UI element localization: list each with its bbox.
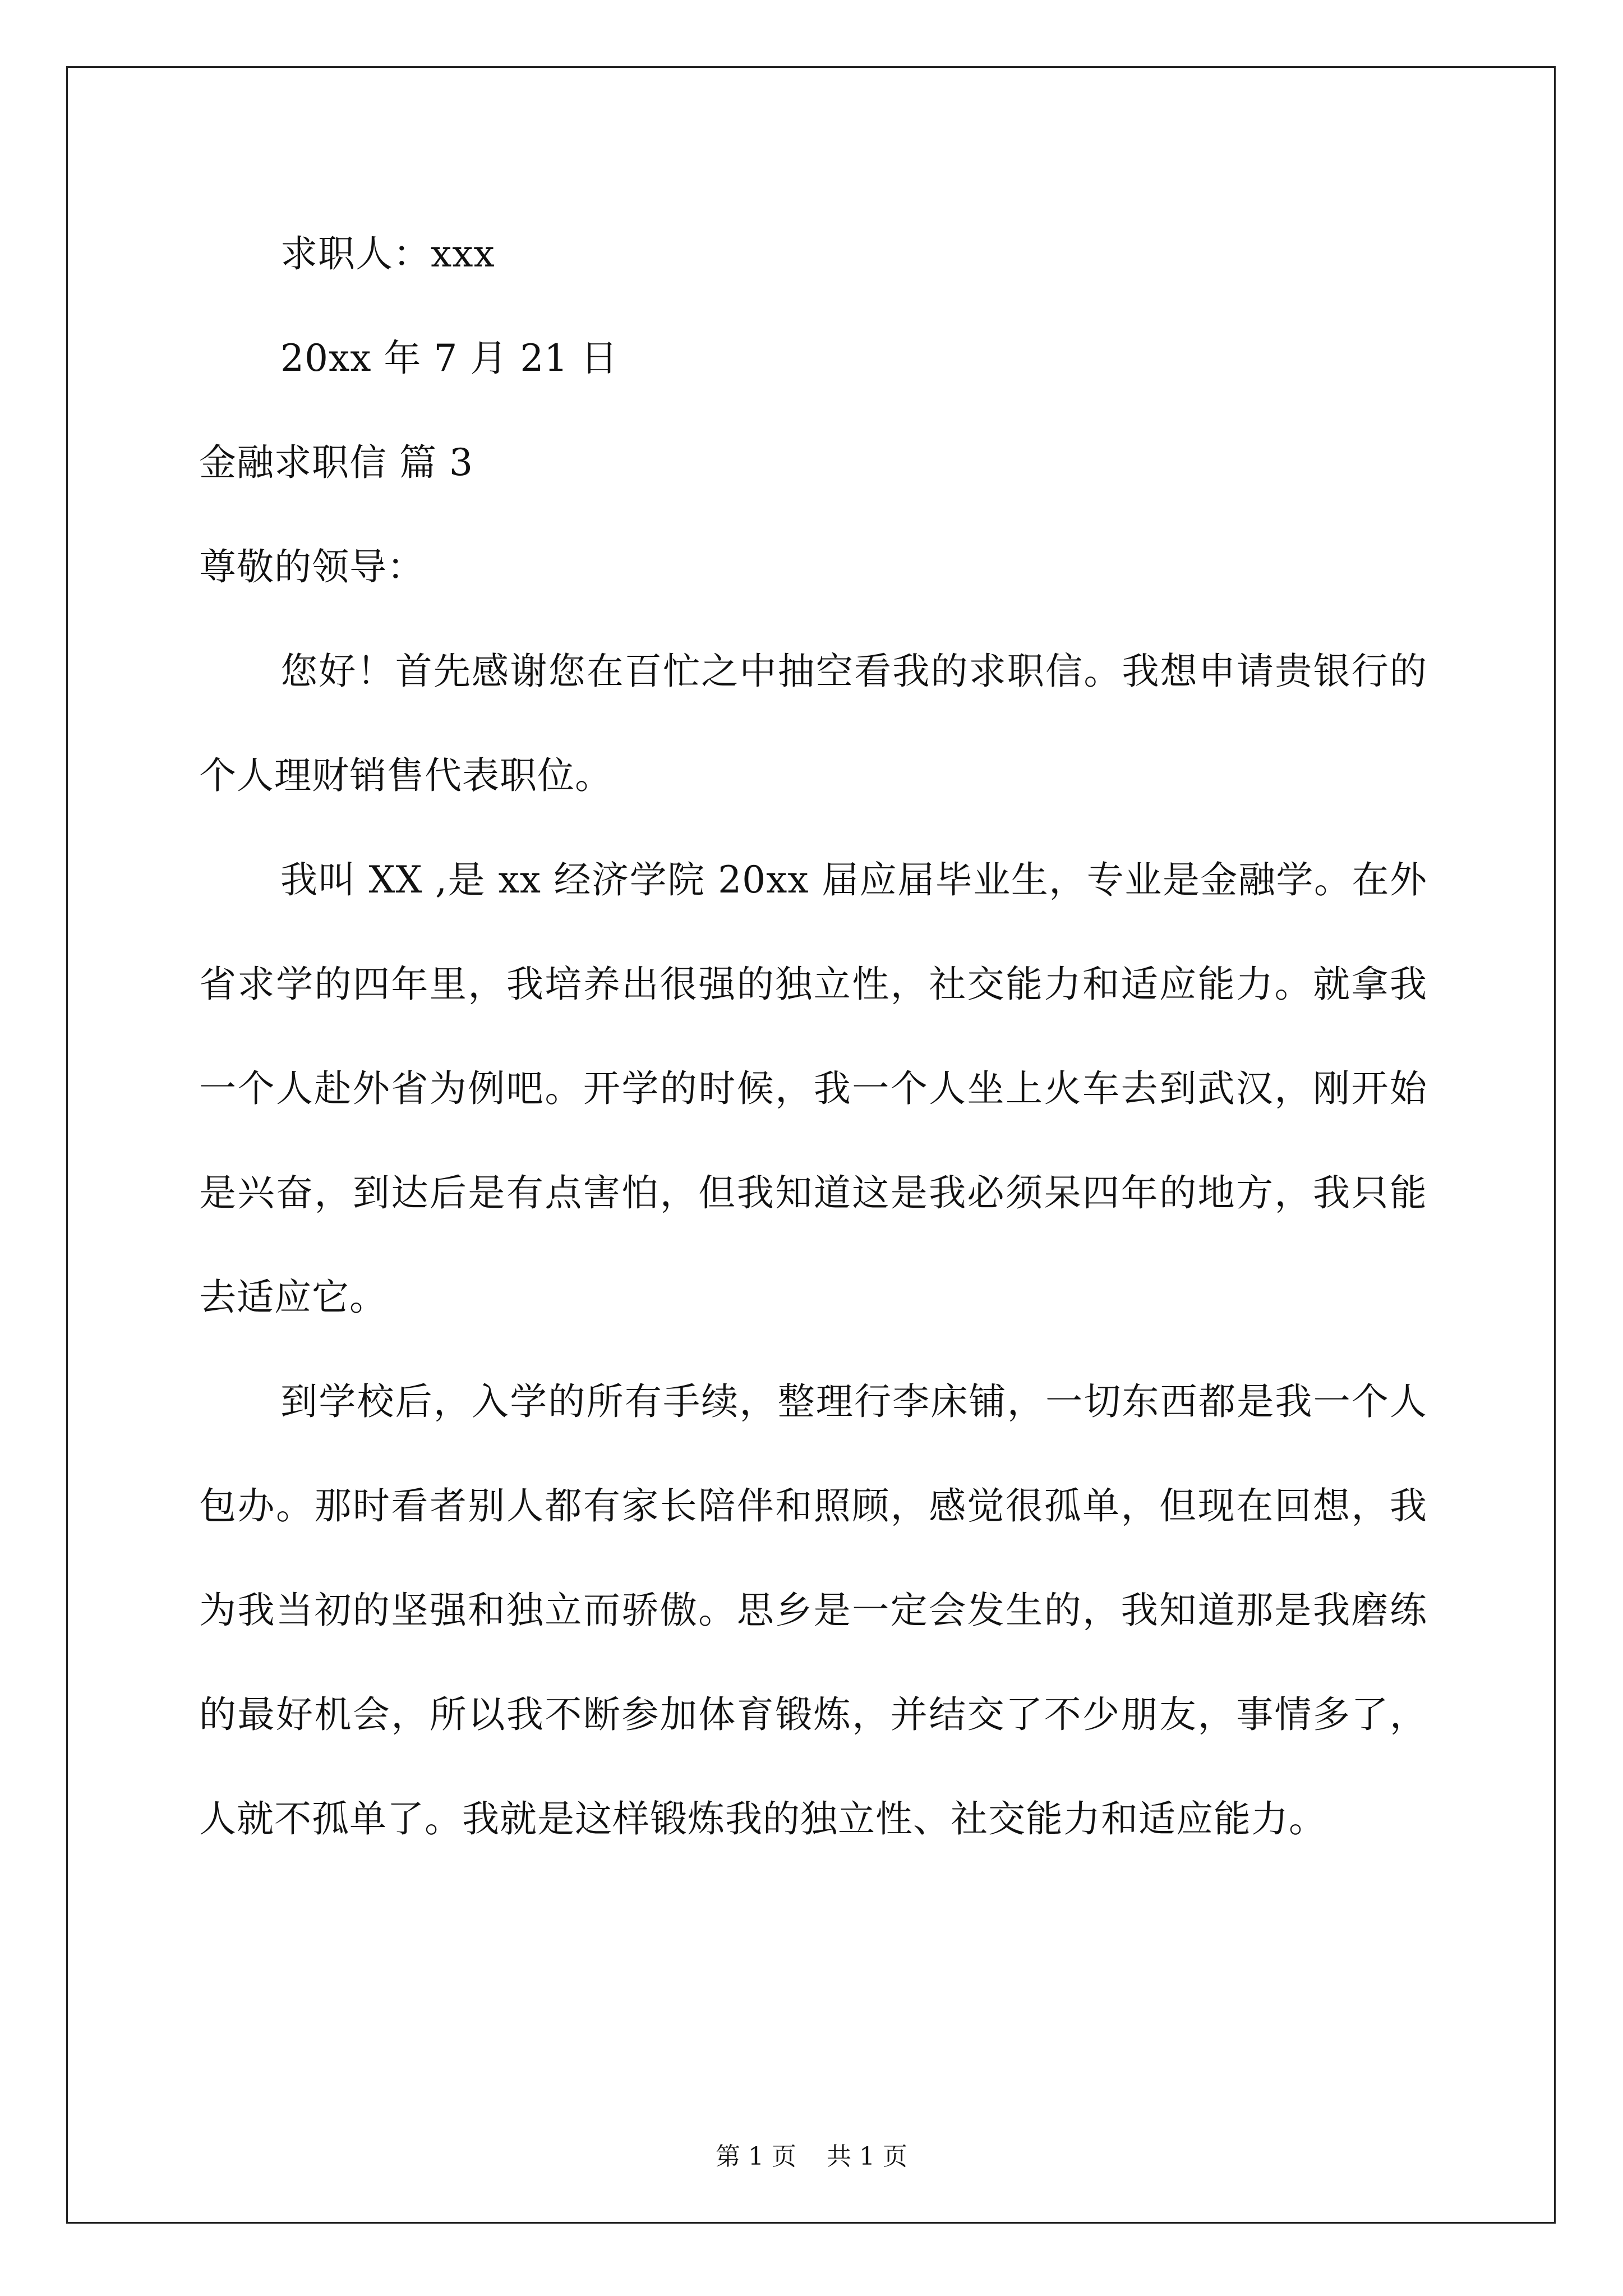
section-title: 金融求职信 篇 3 (199, 441, 473, 484)
date-line: 20xx 年 7 月 21 日 (280, 337, 619, 380)
document-body (199, 202, 1427, 1871)
paragraph-greeting: 您好！首先感谢您在百忙之中抽空看我的求职信。我想申请贵银行的个人理财销售代表职位。 (199, 650, 1427, 797)
salutation: 尊敬的领导： (199, 545, 425, 588)
page-footer (0, 2140, 1623, 2174)
page-number-total: 共 1 页 (827, 2142, 907, 2171)
paragraph-independence: 到学校后，入学的所有手续，整理行李床铺，一切东西都是我一个人包办。那时看者别人都有家长陪伴和照顾，感觉很孤单，但现在回想，我为我当初的坚强和独立而骄傲。思乡是一定会发生的，我知道那是我磨练的最好机会，所以我不断参加体育锻炼，并结交了不少朋友，事情多了，人就不孤单了。我就是这样锻炼我的独立性、社交能力和适应能力。 (199, 1380, 1427, 1841)
applicant-line: 求职人：xxx (280, 232, 495, 275)
paragraph-introduction: 我叫 XX ,是 xx 经济学院 20xx 届应届毕业生，专业是金融学。在外省求学的四年里，我培养出很强的独立性，社交能力和适应能力。就拿我一个人赴外省为例吧。开学的时候，我一个人坐上火车去到武汉，刚开始是兴奋，到达后是有点害怕，但我知道这是我必须呆四年的地方，我只能去适应它。 (199, 858, 1427, 1319)
page-number-current: 第 1 页 (716, 2142, 796, 2171)
